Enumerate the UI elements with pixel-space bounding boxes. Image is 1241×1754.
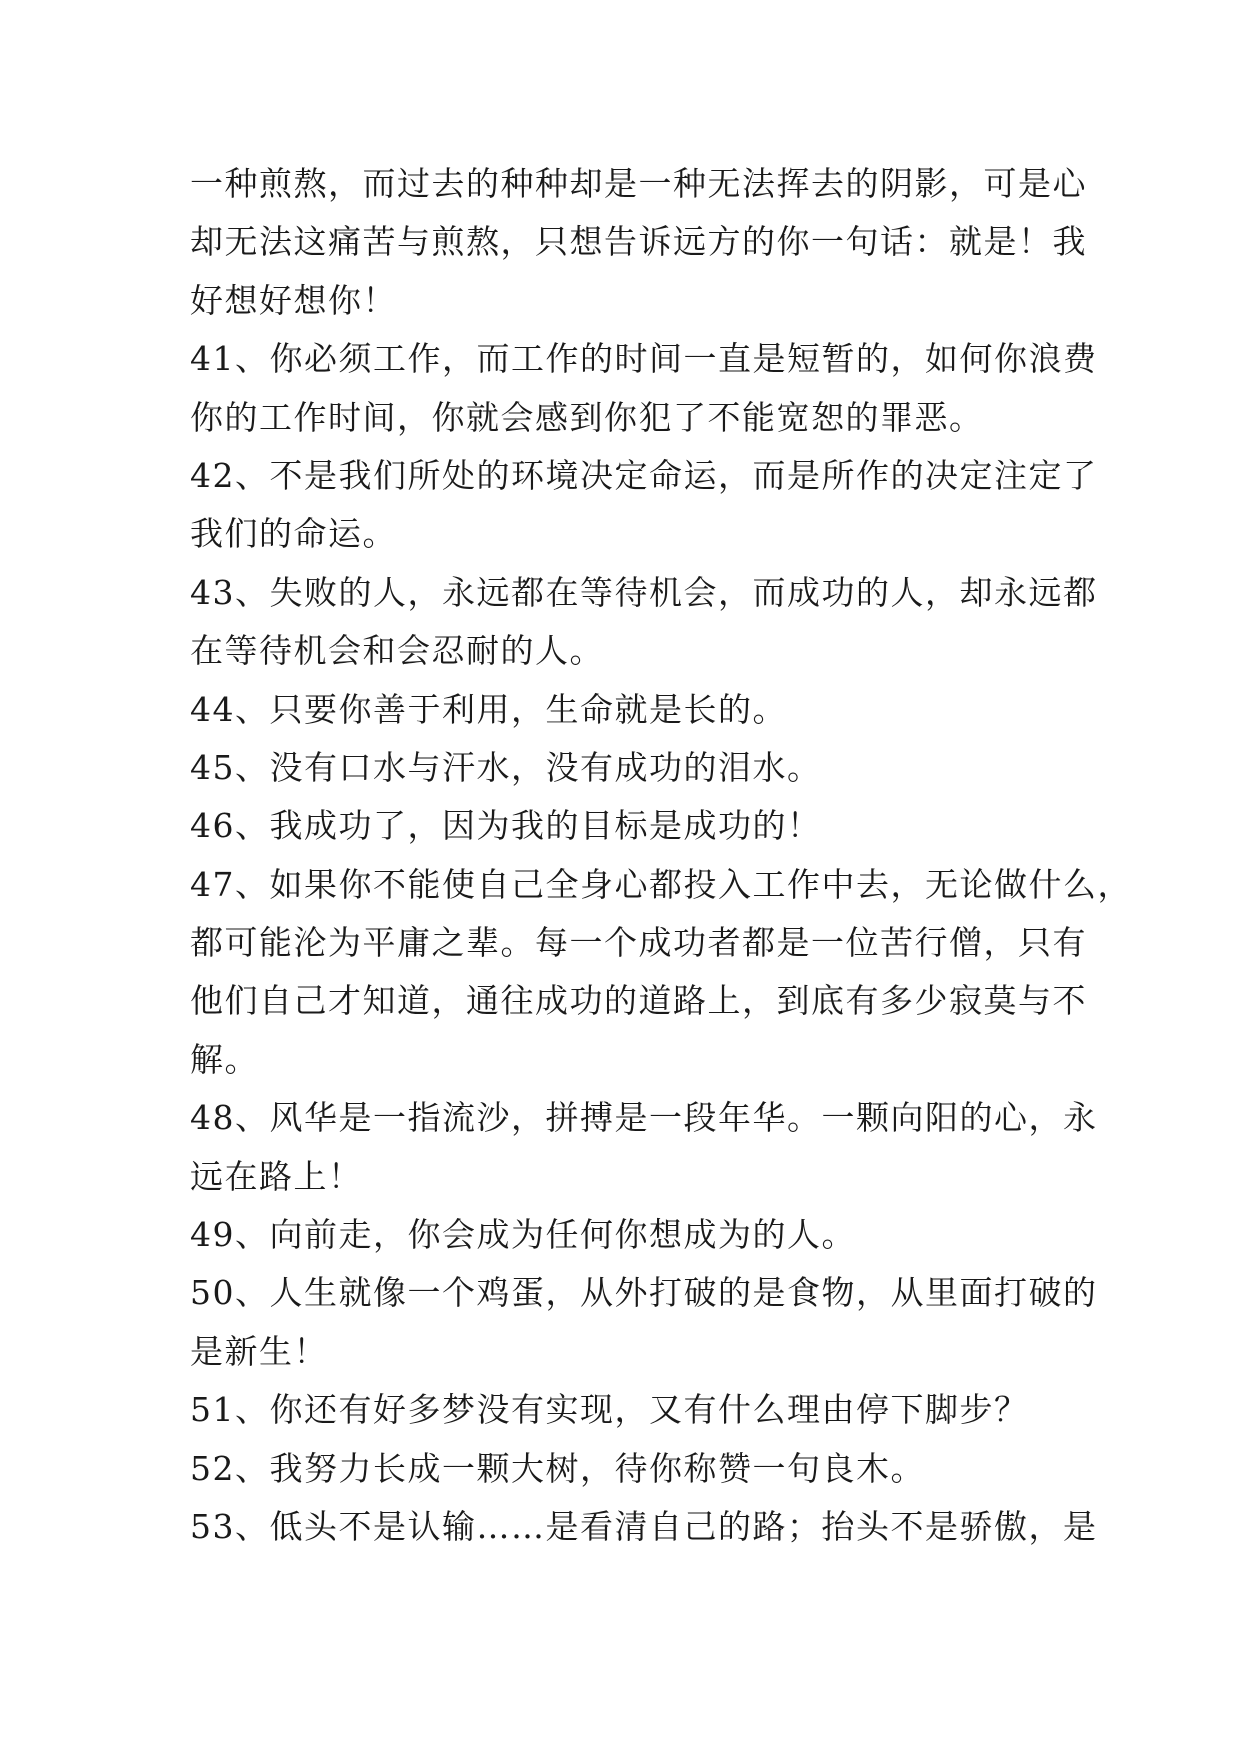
text-line: 49、向前走，你会成为任何你想成为的人。 (190, 1215, 856, 1255)
text-line: 51、你还有好多梦没有实现，又有什么理由停下脚步？ (190, 1390, 1029, 1430)
text-line: 47、如果你不能使自己全身心都投入工作中去，无论做什么， (190, 864, 1132, 904)
text-line: 48、风华是一指流沙，拼搏是一段年华。一颗向阳的心，永 (190, 1098, 1098, 1138)
text-line: 好想好想你！ (190, 280, 397, 320)
text-line: 远在路上！ (190, 1156, 363, 1196)
body-text (190, 155, 1132, 1556)
text-line: 我们的命运。 (190, 514, 397, 554)
text-line: 你的工作时间，你就会感到你犯了不能宽恕的罪恶。 (190, 397, 984, 437)
text-line: 53、低头不是认输……是看清自己的路；抬头不是骄傲，是 (190, 1506, 1098, 1546)
text-line: 都可能沦为平庸之辈。每一个成功者都是一位苦行僧，只有 (190, 923, 1087, 963)
text-line: 他们自己才知道，通往成功的道路上，到底有多少寂莫与不 (190, 981, 1087, 1021)
text-line: 46、我成功了，因为我的目标是成功的！ (190, 806, 822, 846)
text-line: 在等待机会和会忍耐的人。 (190, 631, 604, 671)
text-line: 是新生！ (190, 1331, 328, 1371)
text-line: 却无法这痛苦与煎熬，只想告诉远方的你一句话：就是！我 (190, 222, 1087, 262)
text-line: 41、你必须工作，而工作的时间一直是短暂的，如何你浪费 (190, 339, 1098, 379)
text-line: 45、没有口水与汗水，没有成功的泪水。 (190, 747, 822, 787)
text-line: 44、只要你善于利用，生命就是长的。 (190, 689, 787, 729)
text-line: 52、我努力长成一颗大树，待你称赞一句良木。 (190, 1448, 925, 1488)
text-line: 解。 (190, 1039, 259, 1079)
text-line: 50、人生就像一个鸡蛋，从外打破的是食物，从里面打破的 (190, 1273, 1098, 1313)
text-line: 42、不是我们所处的环境决定命运，而是所作的决定注定了 (190, 455, 1098, 495)
text-line: 43、失败的人，永远都在等待机会，而成功的人，却永远都 (190, 572, 1098, 612)
text-line: 一种煎熬，而过去的种种却是一种无法挥去的阴影，可是心 (190, 164, 1087, 203)
